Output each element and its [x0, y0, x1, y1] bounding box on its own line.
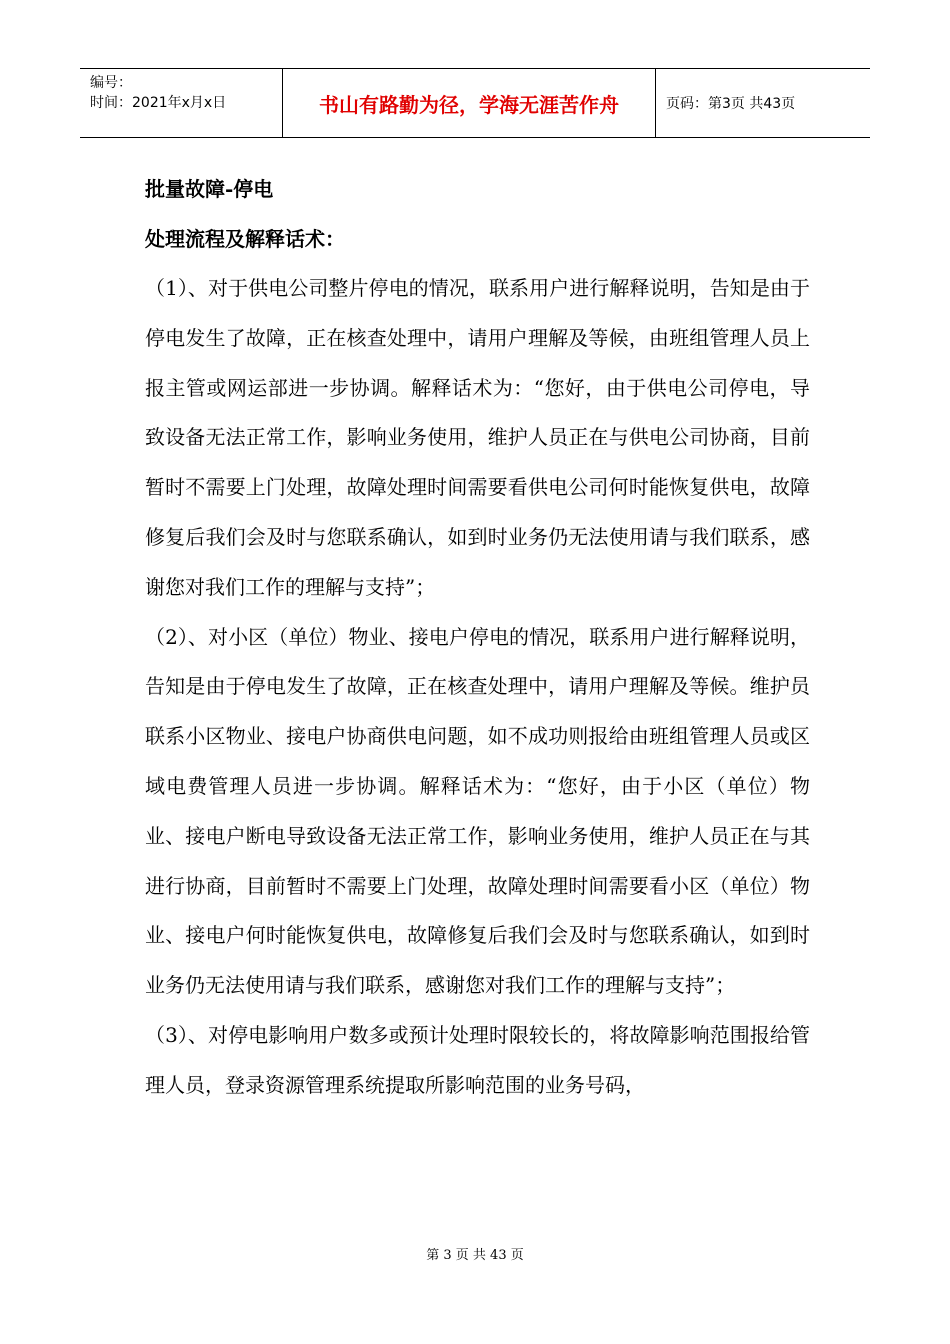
- header-meta: [80, 69, 282, 137]
- page-header: [80, 68, 870, 138]
- document-body: [145, 164, 810, 1111]
- header-page-info: 页码：第3页 共43页: [666, 96, 796, 112]
- document-number-label: 编号：: [90, 75, 132, 91]
- section-subtitle: 处理流程及解释话术：: [145, 227, 345, 251]
- paragraph-1: （1）、对于供电公司整片停电的情况，联系用户进行解释说明，告知是由于停电发生了故障，正在核查处理中，请用户理解及等候，由班组管理人员上报主管或网运部进一步协调。解释话术为：“您好，由于供电公司停电，导致设备无法正常工作，影响业务使用，维护人员正在与供电公司协商，目前暂时不需要上门处理，故障处理时间需要看供电公司何时能恢复供电，故障修复后我们会及时与您联系确认，如到时业务仍无法使用请与我们联系，感谢您对我们工作的理解与支持”；: [145, 276, 810, 599]
- paragraph-2: （2）、对小区（单位）物业、接电户停电的情况，联系用户进行解释说明，告知是由于停电发生了故障，正在核查处理中，请用户理解及等候。维护员联系小区物业、接电户协商供电问题，如不成功则报给由班组管理人员或区域电费管理人员进一步协调。解释话术为：“您好，由于小区（单位）物业、接电户断电导致设备无法正常工作，影响业务使用，维护人员正在与其进行协商，目前暂时不需要上门处理，故障处理时间需要看小区（单位）物业、接电户何时能恢复供电，故障修复后我们会及时与您联系确认，如到时业务仍无法使用请与我们联系，感谢您对我们工作的理解与支持”；: [145, 624, 810, 998]
- page-footer: 第 3 页 共 43 页: [426, 1248, 524, 1263]
- header-motto: 书山有路勤为径，学海无涯苦作舟: [282, 69, 656, 137]
- document-time-label: 时间：2021年x月x日: [90, 95, 227, 111]
- paragraph-3: （3）、对停电影响用户数多或预计处理时限较长的，将故障影响范围报给管理人员，登录资源管理系统提取所影响范围的业务号码，: [145, 1022, 810, 1097]
- section-title: 批量故障-停电: [145, 177, 274, 201]
